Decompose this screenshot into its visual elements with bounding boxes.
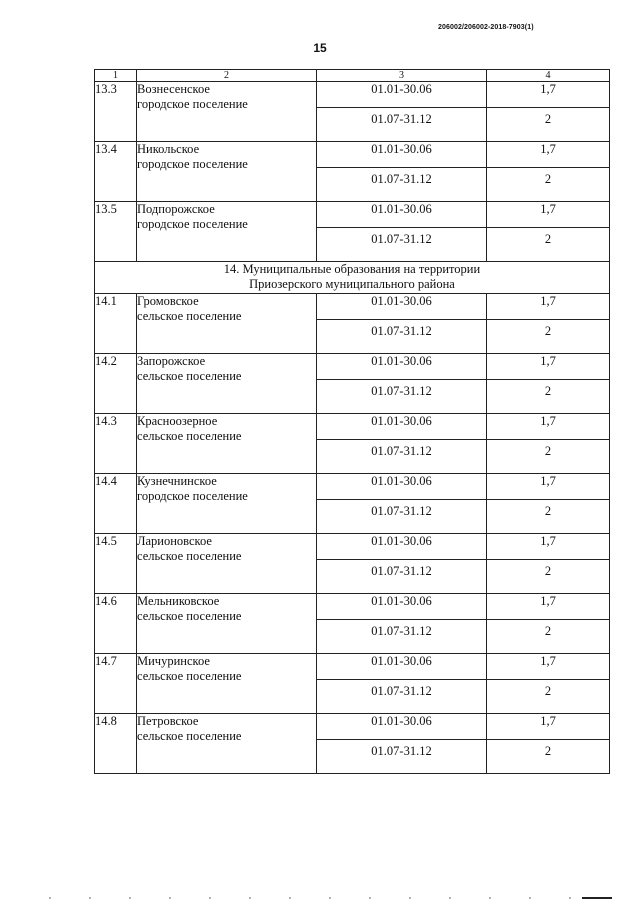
table-row <box>95 534 610 560</box>
table-row <box>95 594 610 620</box>
row-number: 14.4 <box>95 474 137 534</box>
period-cell: 01.01-30.06 <box>317 534 487 560</box>
row-number: 14.5 <box>95 534 137 594</box>
municipality-name-line1: Громовское <box>137 294 199 308</box>
row-number: 14.6 <box>95 594 137 654</box>
municipality-name-line1: Кузнечнинское <box>137 474 217 488</box>
municipality-name-line2: сельское поселение <box>137 369 242 383</box>
period-cell: 01.01-30.06 <box>317 82 487 108</box>
municipality-name-line1: Мельниковское <box>137 594 220 608</box>
municipality-name-line1: Петровское <box>137 714 199 728</box>
period-cell: 01.07-31.12 <box>317 560 487 594</box>
municipality-name <box>137 474 317 534</box>
municipality-name <box>137 202 317 262</box>
municipality-name-line2: сельское поселение <box>137 729 242 743</box>
row-number: 14.8 <box>95 714 137 774</box>
coefficient-cell: 2 <box>487 740 610 774</box>
period-cell: 01.01-30.06 <box>317 714 487 740</box>
coefficient-cell: 1,7 <box>487 354 610 380</box>
table-row <box>95 354 610 380</box>
document-id: 206002/206002-2018-7903(1) <box>438 24 534 31</box>
period-cell: 01.07-31.12 <box>317 228 487 262</box>
coefficient-cell: 1,7 <box>487 474 610 500</box>
table-row <box>95 474 610 500</box>
row-number: 13.4 <box>95 142 137 202</box>
coefficient-cell: 2 <box>487 108 610 142</box>
page-number: 15 <box>313 41 327 55</box>
coefficient-cell: 2 <box>487 380 610 414</box>
coefficient-cell: 2 <box>487 320 610 354</box>
period-cell: 01.01-30.06 <box>317 294 487 320</box>
table-header-row <box>95 70 610 82</box>
municipality-name-line2: сельское поселение <box>137 309 242 323</box>
table-row <box>95 714 610 740</box>
coefficient-cell: 1,7 <box>487 294 610 320</box>
coefficient-cell: 1,7 <box>487 142 610 168</box>
coefficients-table <box>94 69 610 774</box>
section-heading <box>95 262 610 294</box>
coefficient-cell: 1,7 <box>487 654 610 680</box>
municipality-name-line1: Запорожское <box>137 354 206 368</box>
coefficient-cell: 2 <box>487 168 610 202</box>
row-number: 13.3 <box>95 82 137 142</box>
row-number: 14.1 <box>95 294 137 354</box>
period-cell: 01.01-30.06 <box>317 594 487 620</box>
municipality-name-line1: Подпорожское <box>137 202 215 216</box>
period-cell: 01.07-31.12 <box>317 380 487 414</box>
period-cell: 01.07-31.12 <box>317 168 487 202</box>
municipality-name-line1: Вознесенское <box>137 82 210 96</box>
period-cell: 01.07-31.12 <box>317 740 487 774</box>
coefficient-cell: 2 <box>487 560 610 594</box>
period-cell: 01.01-30.06 <box>317 142 487 168</box>
municipality-name-line1: Никольское <box>137 142 200 156</box>
municipality-name-line2: городское поселение <box>137 217 248 231</box>
municipality-name-line1: Красноозерное <box>137 414 218 428</box>
period-cell: 01.01-30.06 <box>317 414 487 440</box>
period-cell: 01.07-31.12 <box>317 440 487 474</box>
municipality-name-line2: сельское поселение <box>137 429 242 443</box>
municipality-name-line2: городское поселение <box>137 489 248 503</box>
coefficient-cell: 1,7 <box>487 594 610 620</box>
table-row <box>95 202 610 228</box>
section-heading-line2: Приозерского муниципального района <box>249 277 455 291</box>
table-row <box>95 142 610 168</box>
coefficient-cell: 1,7 <box>487 202 610 228</box>
footer-line <box>582 897 612 899</box>
table-row <box>95 294 610 320</box>
column-header: 3 <box>317 70 487 82</box>
municipality-name-line1: Ларионовское <box>137 534 212 548</box>
municipality-name <box>137 414 317 474</box>
municipality-name-line2: сельское поселение <box>137 609 242 623</box>
coefficient-cell: 1,7 <box>487 714 610 740</box>
municipality-name <box>137 534 317 594</box>
row-number: 14.3 <box>95 414 137 474</box>
coefficient-cell: 1,7 <box>487 414 610 440</box>
column-header: 2 <box>137 70 317 82</box>
period-cell: 01.07-31.12 <box>317 500 487 534</box>
period-cell: 01.01-30.06 <box>317 474 487 500</box>
period-cell: 01.07-31.12 <box>317 680 487 714</box>
municipality-name-line1: Мичуринское <box>137 654 210 668</box>
footer-scan-artifact <box>30 896 590 900</box>
coefficient-cell: 2 <box>487 620 610 654</box>
table-row <box>95 82 610 108</box>
coefficient-cell: 1,7 <box>487 534 610 560</box>
period-cell: 01.01-30.06 <box>317 202 487 228</box>
coefficient-cell: 2 <box>487 440 610 474</box>
section-heading-line1: 14. Муниципальные образования на территории <box>223 262 481 276</box>
period-cell: 01.07-31.12 <box>317 320 487 354</box>
column-header: 4 <box>487 70 610 82</box>
municipality-name-line2: сельское поселение <box>137 549 242 563</box>
municipality-name-line2: сельское поселение <box>137 669 242 683</box>
municipality-name <box>137 82 317 142</box>
municipality-name-line2: городское поселение <box>137 97 248 111</box>
section-row <box>95 262 610 294</box>
row-number: 14.7 <box>95 654 137 714</box>
period-cell: 01.07-31.12 <box>317 620 487 654</box>
municipality-name <box>137 654 317 714</box>
municipality-name <box>137 354 317 414</box>
period-cell: 01.01-30.06 <box>317 354 487 380</box>
period-cell: 01.01-30.06 <box>317 654 487 680</box>
coefficient-cell: 1,7 <box>487 82 610 108</box>
period-cell: 01.07-31.12 <box>317 108 487 142</box>
coefficient-cell: 2 <box>487 680 610 714</box>
row-number: 14.2 <box>95 354 137 414</box>
municipality-name <box>137 594 317 654</box>
table-row <box>95 654 610 680</box>
coefficient-cell: 2 <box>487 228 610 262</box>
municipality-name <box>137 142 317 202</box>
row-number: 13.5 <box>95 202 137 262</box>
municipality-name <box>137 714 317 774</box>
column-header: 1 <box>95 70 137 82</box>
table-row <box>95 414 610 440</box>
municipality-name-line2: городское поселение <box>137 157 248 171</box>
municipality-name <box>137 294 317 354</box>
coefficient-cell: 2 <box>487 500 610 534</box>
